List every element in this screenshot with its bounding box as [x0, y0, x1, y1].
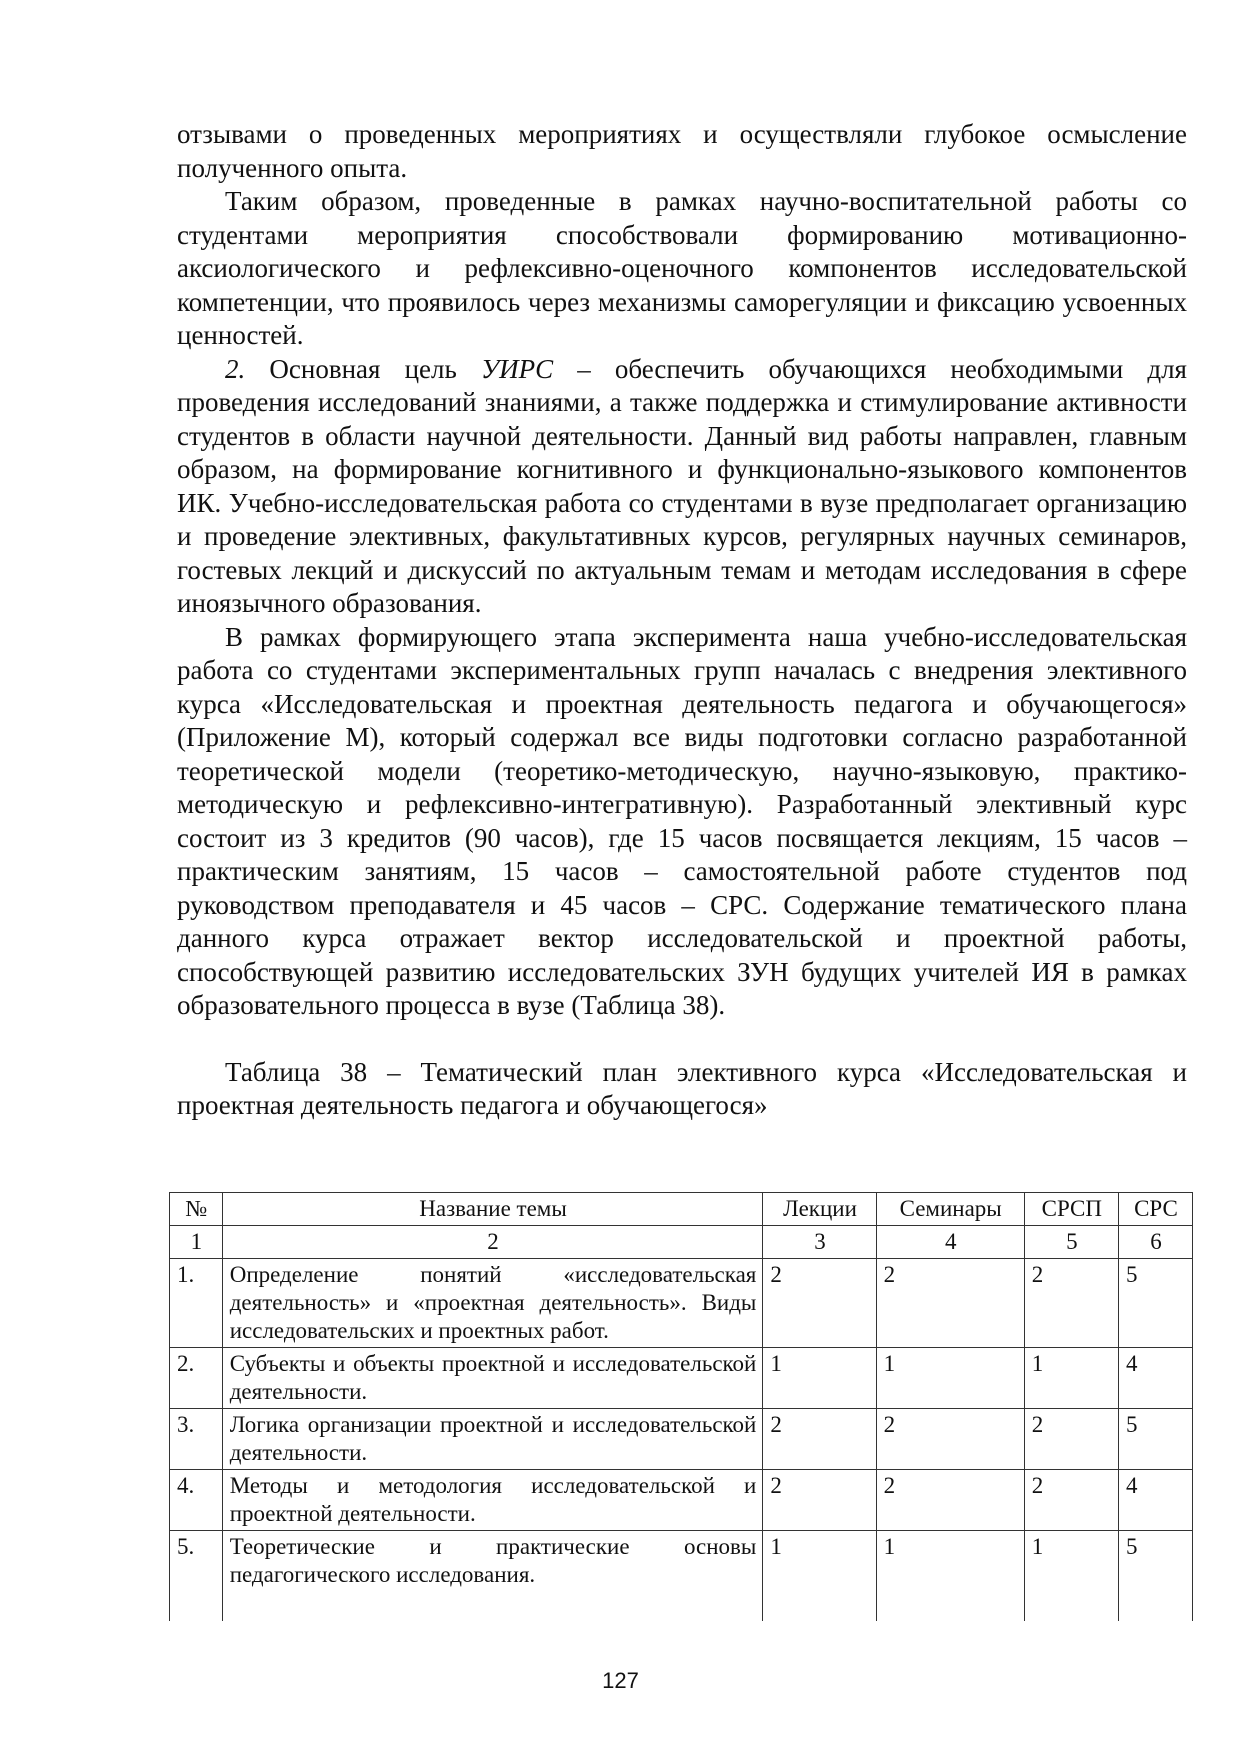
- table-header-row: [170, 1193, 1193, 1226]
- row-number: 2.: [170, 1348, 223, 1409]
- row-seminars: 2: [876, 1470, 1024, 1531]
- column-number: 6: [1118, 1226, 1192, 1259]
- row-lectures: 2: [763, 1409, 876, 1470]
- row-lectures: 2: [763, 1259, 876, 1348]
- row-topic: Субъекты и объекты проектной и исследовательской деятельности.: [222, 1348, 763, 1409]
- table-row: [170, 1259, 1193, 1348]
- header-lectures: Лекции: [763, 1193, 876, 1226]
- row-lectures: 1: [763, 1531, 876, 1622]
- row-srsp: 2: [1024, 1409, 1118, 1470]
- header-seminars: Семинары: [876, 1193, 1024, 1226]
- row-seminars: 2: [876, 1259, 1024, 1348]
- row-srs: 4: [1118, 1470, 1192, 1531]
- row-srsp: 1: [1024, 1531, 1118, 1622]
- column-number: 1: [170, 1226, 223, 1259]
- table-row: [170, 1348, 1193, 1409]
- paragraph-uirs-goal: [177, 353, 1187, 621]
- table-row: [170, 1470, 1193, 1531]
- page-number: 127: [602, 1668, 639, 1693]
- column-number: 2: [222, 1226, 763, 1259]
- row-topic: Теоретические и практические основы педагогического исследования.: [222, 1531, 763, 1622]
- header-srs: СРС: [1118, 1193, 1192, 1226]
- row-topic: Логика организации проектной и исследовательской деятельности.: [222, 1409, 763, 1470]
- paragraph-continuation: отзывами о проведенных мероприятиях и осуществляли глубокое осмысление полученного опыта.: [177, 119, 1187, 183]
- column-number: 3: [763, 1226, 876, 1259]
- row-topic: Методы и методология исследовательской и проектной деятельности.: [222, 1470, 763, 1531]
- row-topic: Определение понятий «исследовательская деятельность» и «проектная деятельность». Виды исследовательских и проектных работ.: [222, 1259, 763, 1348]
- header-srsp: СРСП: [1024, 1193, 1118, 1226]
- row-seminars: 1: [876, 1348, 1024, 1409]
- row-srsp: 1: [1024, 1348, 1118, 1409]
- header-topic: Название темы: [222, 1193, 763, 1226]
- paragraph-conclusion: Таким образом, проведенные в рамках научно-воспитательной работы со студентами мероприятия способствовали формированию мотивационно-аксиологического и рефлексивно-оценочного компонентов исследовательской компетенции, что проявилось через механизмы саморегуляции и фиксацию усвоенных ценностей.: [177, 186, 1187, 350]
- list-number: 2.: [225, 353, 246, 384]
- table-caption: Таблица 38 – Тематический план элективного курса «Исследовательская и проектная деятельность педагога и обучающегося»: [177, 1056, 1187, 1120]
- row-srs: 5: [1118, 1259, 1192, 1348]
- row-number: 1.: [170, 1259, 223, 1348]
- row-seminars: 1: [876, 1531, 1024, 1622]
- column-number: 5: [1024, 1226, 1118, 1259]
- row-number: 5.: [170, 1531, 223, 1622]
- column-number: 4: [876, 1226, 1024, 1259]
- row-number: 4.: [170, 1470, 223, 1531]
- row-seminars: 2: [876, 1409, 1024, 1470]
- row-srsp: 2: [1024, 1470, 1118, 1531]
- column-numbering-row: [170, 1226, 1193, 1259]
- table-row: [170, 1531, 1193, 1622]
- thematic-plan-table: [169, 1192, 1193, 1621]
- paragraph-elective-course: В рамках формирующего этапа эксперимента наша учебно-исследовательская работа со студентами экспериментальных групп началась с внедрения элективного курса «Исследовательская и проектная деятельность педагога и обучающегося» (Приложение М), который содержал все виды подготовки согласно разработанной теоретической модели (теоретико-методическую, научно-языковую, практико-методическую и рефлексивно-интегративную). Разработанный элективный курс состоит из 3 кредитов (90 часов), где 15 часов посвящается лекциям, 15 часов – практическим занятиям, 15 часов – самостоятельной работе студентов под руководством преподавателя и 45 часов – СРС. Содержание тематического плана данного курса отражает вектор исследовательской и проектной работы, способствующей развитию исследовательских ЗУН будущих учителей ИЯ в рамках образовательного процесса в вузе (Таблица 38).: [177, 621, 1187, 1020]
- header-number: №: [170, 1193, 223, 1226]
- row-lectures: 1: [763, 1348, 876, 1409]
- abbreviation: УИРС: [480, 353, 554, 384]
- paragraph-text: – обеспечить обучающихся необходимыми для проведения исследований знаниями, а также поддержка и стимулирование активности студентов в области научной деятельности. Данный вид работы направлен, главным образом, на формирование когнитивного и функционально-языкового компонентов ИК. Учебно-исследовательская работа со студентами в вузе предполагает организацию и проведение элективных, факультативных курсов, регулярных научных семинаров, гостевых лекций и дискуссий по актуальным темам и методам исследования в сфере иноязычного образования.: [177, 353, 1187, 618]
- row-srs: 5: [1118, 1409, 1192, 1470]
- paragraph-text: Основная цель: [245, 353, 481, 384]
- row-srsp: 2: [1024, 1259, 1118, 1348]
- document-page: [177, 118, 1187, 1150]
- table-row: [170, 1409, 1193, 1470]
- row-srs: 4: [1118, 1348, 1192, 1409]
- row-srs: 5: [1118, 1531, 1192, 1622]
- row-number: 3.: [170, 1409, 223, 1470]
- row-lectures: 2: [763, 1470, 876, 1531]
